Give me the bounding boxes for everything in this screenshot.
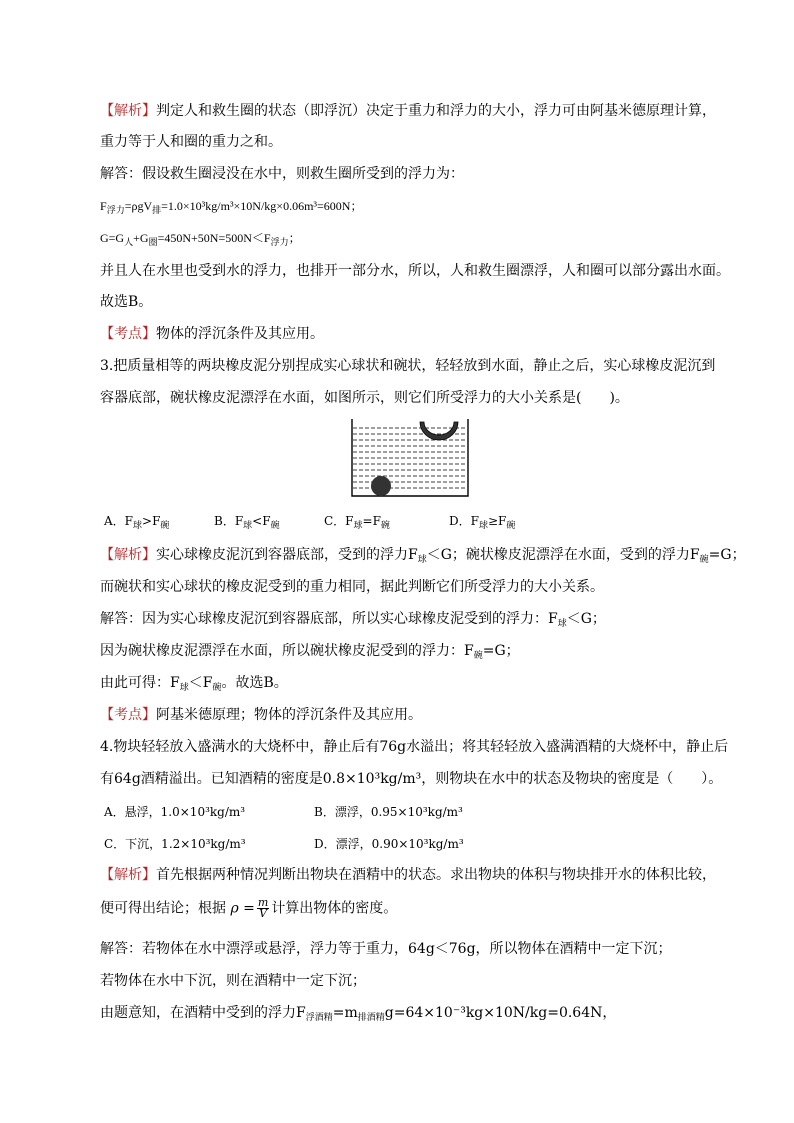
key-point-tag: 【考点】 <box>100 707 156 723</box>
density-formula: ρ = <box>230 900 255 917</box>
q3-analysis-line-1: 【解析】实心球橡皮泥沉到容器底部，受到的浮力$F_球<G$；碗状橡皮泥漂浮在水面，受到的浮力$F_碗=G$； <box>100 547 746 565</box>
q4-option-b: B．漂浮，0.95×10³kg/m³ <box>314 805 463 819</box>
q4-option-c: C．下沉，1.2×10³kg/m³ <box>104 837 246 851</box>
key-point-line: 【考点】物体的浮沉条件及其应用。 <box>100 326 324 342</box>
q3-option-d: D．$F_球\ge F_碗$ <box>449 514 516 531</box>
analysis-line-1: 【解析】判定人和救生圈的状态（即浮沉）决定于重力和浮力的大小，浮力可由阿基米德原理计算， <box>100 103 716 119</box>
formula-buoyancy: $F_{浮力}=\rho gV_排=1.0\times 10^3kg/m^3\times 10N/kg\times 0.06m^3=600N$； <box>100 199 363 215</box>
question-3-line-2: 容器底部，碗状橡皮泥漂浮在水面，如图所示，则它们所受浮力的大小关系是( )。 <box>100 390 629 406</box>
key-point-tag: 【考点】 <box>100 326 156 342</box>
q3-answer-line-2: 因为碗状橡皮泥漂浮在水面，所以碗状橡皮泥受到的浮力：$F_碗=G$； <box>100 643 520 661</box>
analysis-line-2: 重力等于人和圈的重力之和。 <box>100 134 282 150</box>
question-3-line-1: 3.把质量相等的两块橡皮泥分别捏成实心球状和碗状，轻轻放到水面，静止之后，实心球橡皮泥沉到 <box>100 358 716 374</box>
q3-answer-line-1: 解答：因为实心球橡皮泥沉到容器底部，所以实心球橡皮泥受到的浮力：$F_球<G$； <box>100 611 606 629</box>
q3-analysis-line-2: 而碗状和实心球状的橡皮泥受到的重力相同，据此判断它们所受浮力的大小关系。 <box>100 579 604 595</box>
analysis-tag: 【解析】 <box>100 547 156 563</box>
analysis-tag: 【解析】 <box>100 867 156 883</box>
q4-option-d: D．漂浮，0.90×10³kg/m³ <box>314 837 464 851</box>
q3-option-b: B．$F_球<F_碗$ <box>214 514 280 531</box>
mass-over-volume: $\frac{m}{V}$ <box>257 896 269 920</box>
formula-gravity: $G=G_人+G_圈=450N+50N=500N<F_{浮力}$； <box>100 231 301 247</box>
answer-line-1: 解答：假设救生圈浸没在水中，则救生圈所受到的浮力为： <box>100 166 464 182</box>
q4-analysis-line-1: 【解析】首先根据两种情况判断出物块在酒精中的状态。求出物块的体积与物块排开水的体积比较， <box>100 867 716 883</box>
q4-answer-line-3: 由题意知，在酒精中受到的浮力$F_{浮酒精}=m_{排酒精}g=64\times 10^{-3}kg\times 10N/kg=0.64N$， <box>100 1005 617 1023</box>
q4-answer-line-1: 解答：若物体在水中漂浮或悬浮，浮力等于重力，64g＜76g，所以物体在酒精中一定下沉； <box>100 941 672 957</box>
q3-option-a: A．$F_球>F_碗$ <box>104 514 170 531</box>
bowl-shaped-clay <box>420 422 458 440</box>
solid-ball-clay <box>371 476 391 496</box>
q3-option-c: C．$F_球=F_碗$ <box>324 514 390 531</box>
analysis-tag: 【解析】 <box>100 103 156 119</box>
q3-answer-line-3: 由此可得：$F_球<F_碗$。故选B。 <box>100 675 288 693</box>
question-4-line-1: 4.物块轻轻放入盛满水的大烧杯中，静止后有76g水溢出；将其轻轻放入盛满酒精的大烧杯中，静止后 <box>100 739 729 755</box>
q4-answer-line-2: 若物体在水中下沉，则在酒精中一定下沉； <box>100 973 366 989</box>
beaker-diagram <box>350 417 470 502</box>
q4-option-a: A．悬浮，1.0×10³kg/m³ <box>104 805 246 819</box>
q3-key-point-line: 【考点】阿基米德原理；物体的浮沉条件及其应用。 <box>100 707 422 723</box>
question-4-line-2: 有64g酒精溢出。已知酒精的密度是0.8×10³kg/m³，则物块在水中的状态及物块的密度是（ ）。 <box>100 771 723 787</box>
answer-choice: 故选B。 <box>100 294 153 310</box>
answer-line-4: 并且人在水里也受到水的浮力，也排开一部分水，所以，人和救生圈漂浮，人和圈可以部分露出水面。 <box>100 263 730 279</box>
q4-analysis-line-2: 便可得出结论；根据 ρ = $\frac{m}{V}$ 计算出物体的密度。 <box>100 896 398 920</box>
